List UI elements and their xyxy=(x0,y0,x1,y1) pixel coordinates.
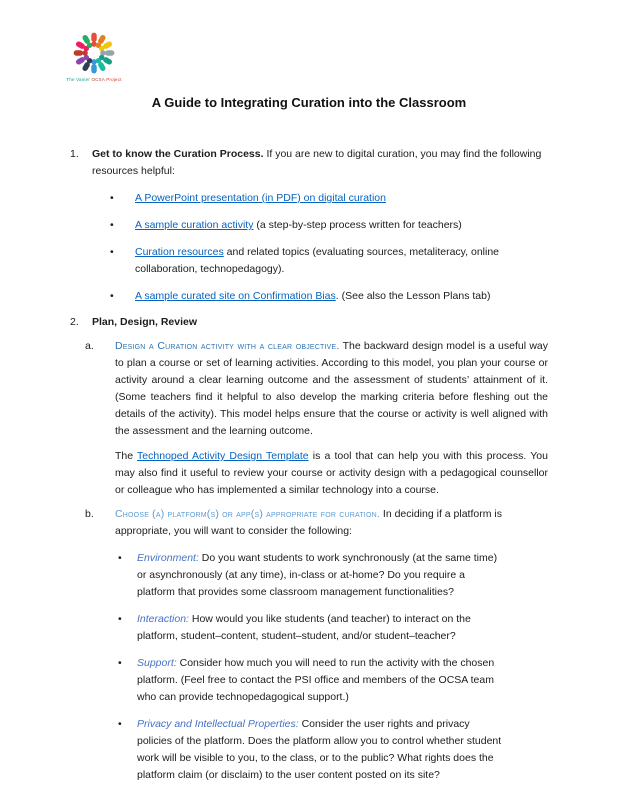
bullet-icon xyxy=(118,716,137,733)
sub-b-intro xyxy=(115,506,548,540)
list-item-2 xyxy=(70,314,548,331)
item-1-text xyxy=(92,146,548,180)
sub-a-paragraph-2 xyxy=(115,448,548,499)
interaction-label: Interaction: xyxy=(137,613,189,625)
sub-item-b xyxy=(70,506,548,540)
sample-curation-activity-link[interactable]: A sample curation activity xyxy=(135,219,254,231)
privacy-text: Consider the user rights and privacy policies of the platform. Does the platform allow you to control whether student work will be visible to you, to the class, or to the public? What rights does the platform claim (or disclaim) to the user content posted on its site? xyxy=(137,718,502,781)
bullet-2-text xyxy=(135,217,500,234)
interaction-text: How would you like students (and teacher) to interact on the platform, student–content, student–student, and/or student–teacher? xyxy=(137,613,471,642)
support-bullet xyxy=(137,655,503,706)
logo-caption-left: The Vanier xyxy=(66,77,91,82)
sub-b-body xyxy=(115,506,548,540)
technoped-template-link[interactable]: Technoped Activity Design Template xyxy=(137,450,309,462)
support-label: Support: xyxy=(137,657,177,669)
item-1-number: 1. xyxy=(70,148,79,160)
sub-a-paragraph-1 xyxy=(115,338,548,440)
sub-a-para2-after: is a tool that can help you with this process. You may also find it useful to review your course or activity design with a pedagogical counsellor or colleague who has implemented a similar technology into a course. xyxy=(115,450,548,496)
sub-a-letter: a. xyxy=(85,340,94,352)
item-1-rest: If you are new to digital curation, you may find the following resources helpful: xyxy=(92,148,542,177)
people-circle-logo-icon xyxy=(71,30,117,76)
logo-caption-right: OCSA Project xyxy=(91,77,122,82)
sub-a-para1-text: The backward design model is a useful way to plan a course or set of learning activities. According to this model, you plan your course or activity around a clear learning outcome and the assessment of students’ attainment of it. (Some teachers find it helpful to also develop the marking criteria before fleshing out the details of the activity). This model helps ensure that the course or activity is well aligned with the assessment and the learning outcome. xyxy=(115,340,548,437)
bullet-icon xyxy=(110,190,135,207)
bullet-1-text xyxy=(135,190,500,207)
sub-a-body xyxy=(115,338,548,499)
bullet-3-after: and related topics (evaluating sources, metaliteracy, online collaboration, technopedagogy). xyxy=(135,246,500,275)
platform-criteria-bullet-list xyxy=(70,550,548,784)
bullet-3-text xyxy=(135,244,500,278)
bullet-icon xyxy=(110,288,135,305)
list-item xyxy=(110,244,548,278)
bullet-4-after: . (See also the Lesson Plans tab) xyxy=(335,290,491,302)
bullet-icon xyxy=(118,550,137,567)
resource-bullet-list xyxy=(110,190,548,305)
privacy-label: Privacy and Intellectual Properties: xyxy=(137,718,299,730)
support-text: Consider how much you will need to run the activity with the chosen platform. (Feel free to contact the PSI office and members of the OCSA team who can provide technopedagogical support.) xyxy=(137,657,495,703)
confirmation-bias-site-link[interactable]: A sample curated site on Confirmation Bias xyxy=(135,290,336,302)
logo xyxy=(62,30,126,83)
interaction-bullet xyxy=(137,611,503,645)
page-title: A Guide to Integrating Curation into the Classroom xyxy=(151,95,467,110)
sub-item-a xyxy=(70,338,548,499)
environment-label: Environment: xyxy=(137,552,199,564)
list-item xyxy=(110,288,548,305)
item-2-number: 2. xyxy=(70,316,79,328)
list-item xyxy=(118,611,548,645)
curation-resources-link[interactable]: Curation resources xyxy=(135,246,224,258)
sub-a-para2-before: The xyxy=(115,450,138,462)
numbered-list xyxy=(70,146,548,784)
logo-caption xyxy=(62,76,126,83)
item-1-bold-lead: Get to know the Curation Process. xyxy=(92,148,264,160)
sub-b-letter: b. xyxy=(85,508,94,520)
environment-bullet xyxy=(137,550,503,601)
sub-a-smallcaps-heading: Design a Curation activity with a clear objective. xyxy=(115,340,340,352)
environment-text: Do you want students to work synchronously (at the same time) or asynchronously (at any time), in-class or at-home? Do you require a platform that provides some classroom management functionalities? xyxy=(137,552,498,598)
privacy-bullet xyxy=(137,716,503,784)
powerpoint-presentation-link[interactable]: A PowerPoint presentation (in PDF) on digital curation xyxy=(135,192,386,204)
list-item xyxy=(110,217,548,234)
list-item-1 xyxy=(70,146,548,180)
list-item xyxy=(110,190,548,207)
list-item xyxy=(118,550,548,601)
list-item xyxy=(118,716,548,784)
bullet-icon xyxy=(110,217,135,234)
bullet-2-after: (a step-by-step process written for teachers) xyxy=(253,219,462,231)
bullet-icon xyxy=(110,244,135,261)
sub-b-intro-text: In deciding if a platform is appropriate, you will want to consider the following: xyxy=(115,508,502,537)
bullet-4-text xyxy=(135,288,500,305)
sub-b-smallcaps-heading: Choose (a) platform(s) or app(s) appropriate for curation. xyxy=(115,508,380,520)
bullet-icon xyxy=(118,611,137,628)
list-item xyxy=(118,655,548,706)
bullet-icon xyxy=(118,655,137,672)
item-2-heading: Plan, Design, Review xyxy=(92,316,198,328)
